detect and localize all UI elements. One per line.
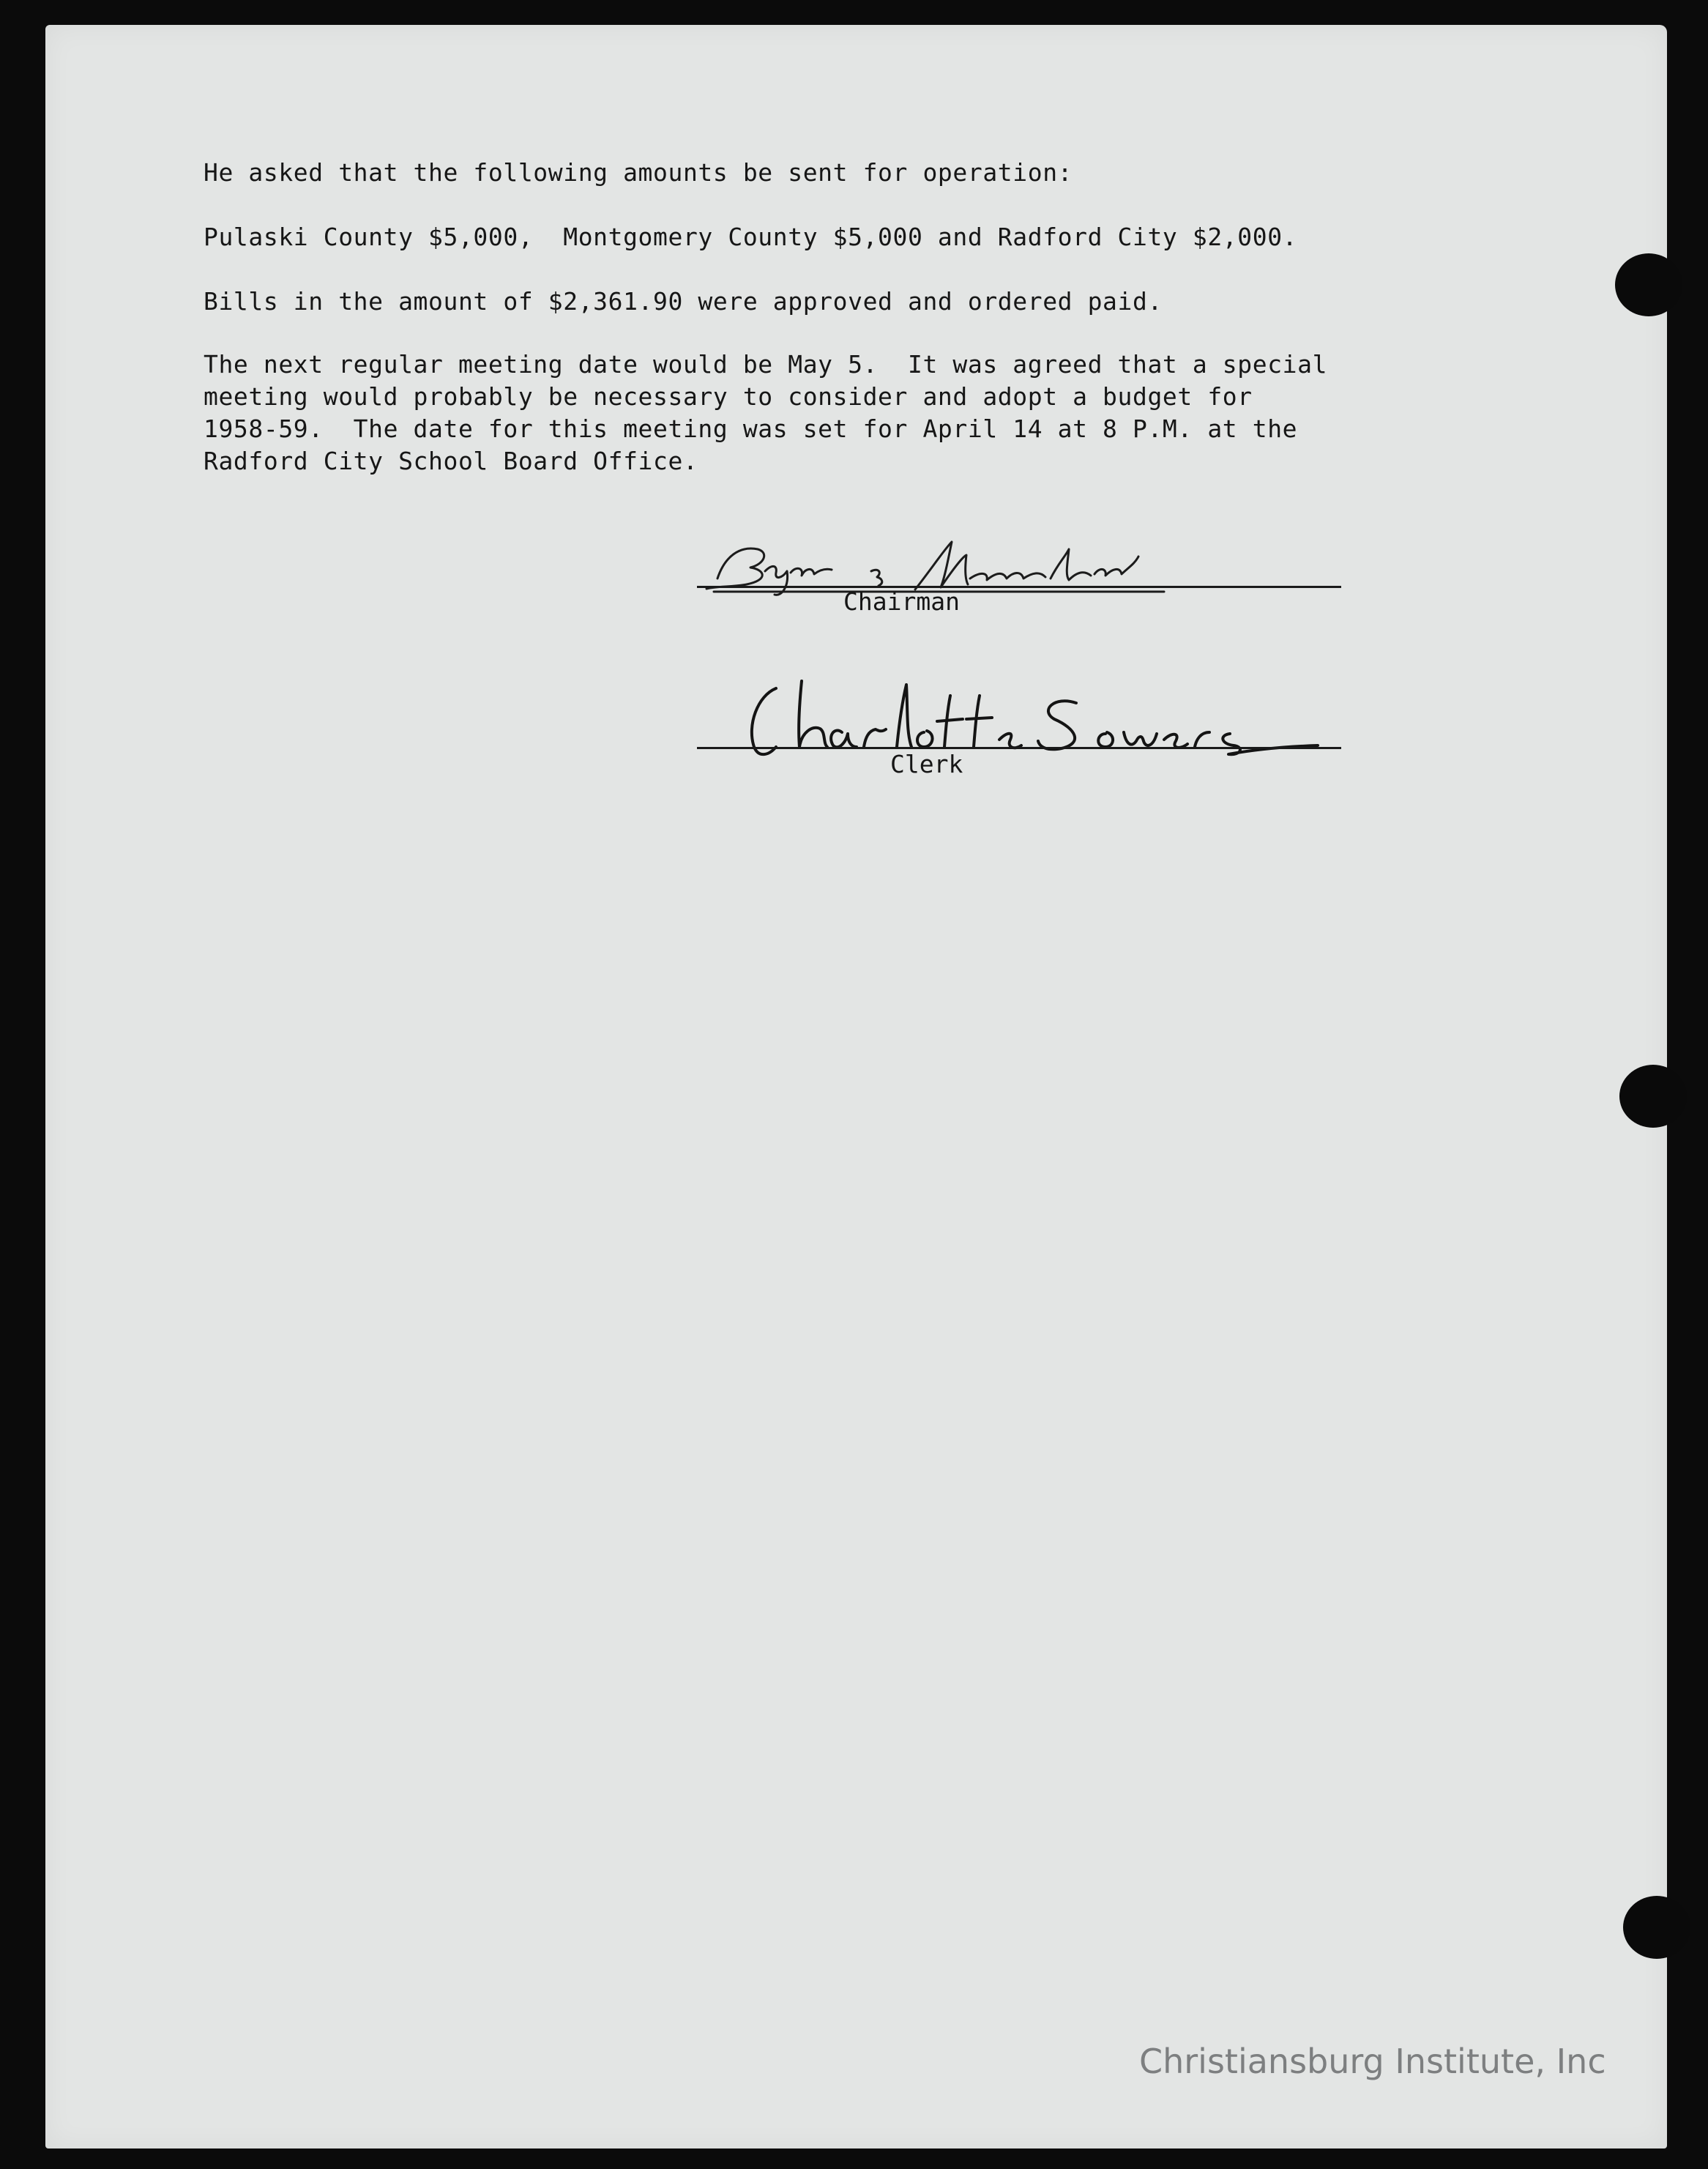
punch-hole <box>1619 1065 1687 1128</box>
paragraph-operation-request: He asked that the following amounts be sent for operation: <box>204 158 1073 187</box>
paragraph-bills-approved: Bills in the amount of $2,361.90 were approved and ordered paid. <box>204 287 1163 316</box>
clerk-title: Clerk <box>890 750 963 778</box>
clerk-signature-line <box>697 747 1341 749</box>
document-page <box>45 25 1667 2148</box>
paragraph-next-meeting: The next regular meeting date would be May 5. It was agreed that a special meeting would probably be necessary to consider and adopt a budget for 1958-59. The date for this meeting was set for April 14 at 8 P.M. at the Radford City School Board Office. <box>204 350 1328 475</box>
chairman-signature-line <box>697 586 1341 588</box>
watermark: Christiansburg Institute, Inc <box>1139 2042 1606 2081</box>
punch-hole <box>1623 1896 1690 1959</box>
chairman-title: Chairman <box>843 587 960 616</box>
paragraph-county-amounts: Pulaski County $5,000, Montgomery County $5,000 and Radford City $2,000. <box>204 223 1298 251</box>
punch-hole <box>1615 253 1682 316</box>
